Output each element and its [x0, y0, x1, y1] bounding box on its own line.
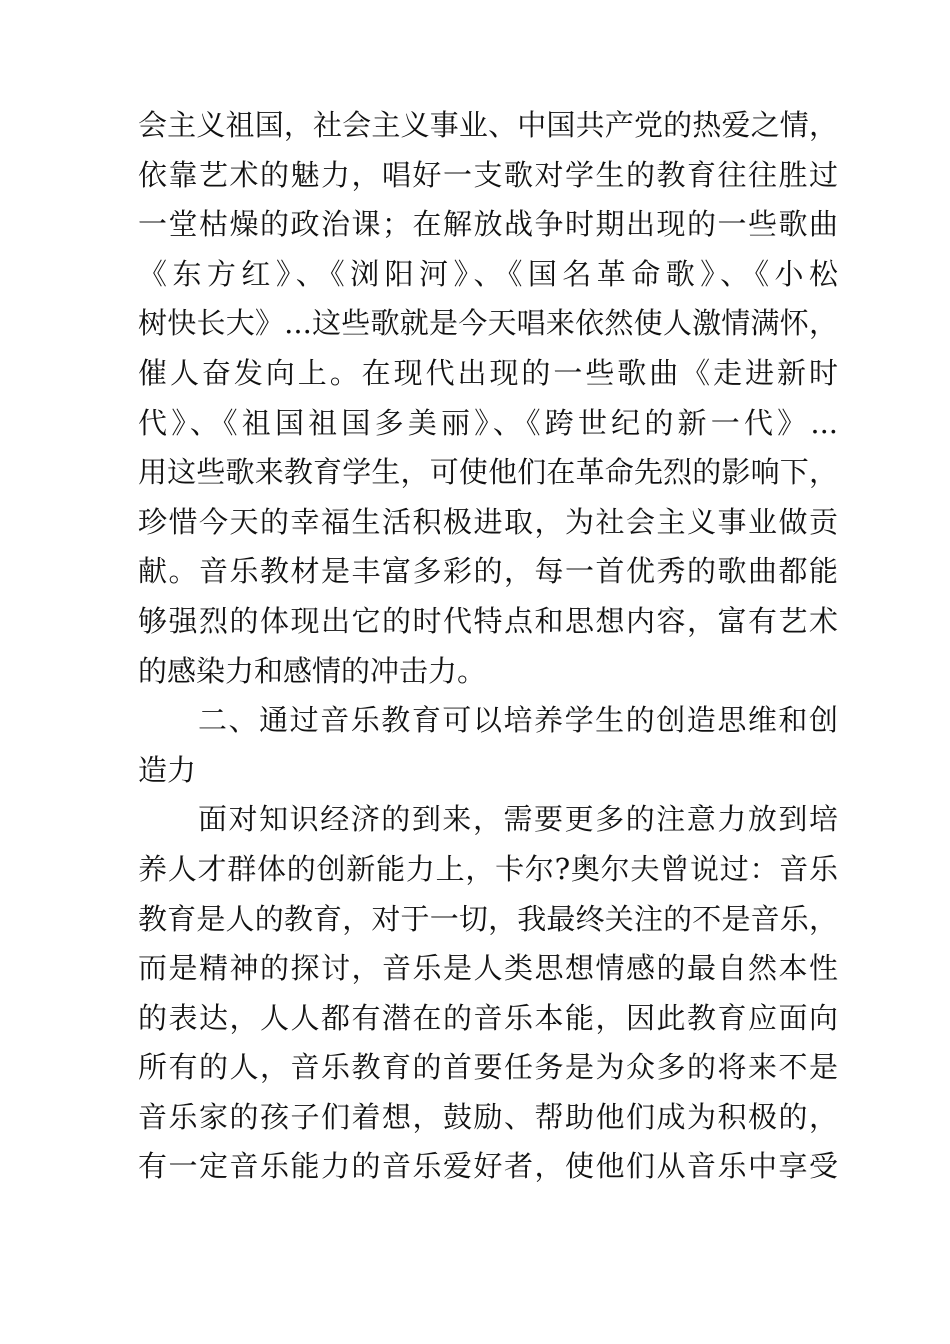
text-line: 音乐家的孩子们着想，鼓励、帮助他们成为积极的， — [138, 1099, 838, 1134]
text-line: 养人才群体的创新能力上，卡尔?奥尔夫曾说过：音乐 — [138, 851, 838, 886]
text-line: 依靠艺术的魅力，唱好一支歌对学生的教育往往胜过 — [138, 157, 838, 192]
text-line: 的表达，人人都有潜在的音乐本能，因此教育应面向 — [138, 1000, 838, 1035]
text-line: 的感染力和感情的冲击力。 — [138, 653, 487, 688]
heading-line: 造力 — [138, 752, 197, 787]
heading-line: 二、通过音乐教育可以培养学生的创造思维和创 — [198, 703, 838, 738]
text-line: 献。音乐教材是丰富多彩的，每一首优秀的歌曲都能 — [138, 554, 838, 589]
text-line: 用这些歌来教育学生，可使他们在革命先烈的影响下， — [138, 455, 838, 490]
text-line: 教育是人的教育，对于一切，我最终关注的不是音乐， — [138, 901, 838, 936]
text-line: 会主义祖国，社会主义事业、中国共产党的热爱之情， — [138, 108, 838, 142]
text-line: 珍惜今天的幸福生活积极进取，为社会主义事业做贡 — [138, 504, 838, 539]
document-body — [138, 101, 838, 1192]
paragraph-1 — [138, 101, 838, 696]
text-line: 所有的人，音乐教育的首要任务是为众多的将来不是 — [138, 1050, 838, 1085]
section-heading-2 — [138, 696, 838, 795]
text-line: 有一定音乐能力的音乐爱好者，使他们从音乐中享受 — [138, 1149, 838, 1184]
text-line: 面对知识经济的到来，需要更多的注意力放到培 — [198, 802, 838, 837]
text-line: 催人奋发向上。在现代出现的一些歌曲《走进新时 — [138, 355, 838, 390]
text-line: 而是精神的探讨，音乐是人类思想情感的最自然本性 — [138, 951, 838, 986]
text-line: 够强烈的体现出它的时代特点和思想内容，富有艺术 — [138, 603, 838, 638]
text-line: 代》、《祖国祖国多美丽》、《跨世纪的新一代》... — [138, 405, 838, 440]
text-line: 树快长大》...这些歌就是今天唱来依然使人激情满怀， — [138, 306, 838, 341]
text-line: 《东方红》、《浏阳河》、《国名革命歌》、《小松 — [138, 256, 838, 291]
text-line: 一堂枯燥的政治课；在解放战争时期出现的一些歌曲 — [138, 207, 838, 242]
paragraph-2 — [138, 795, 838, 1192]
